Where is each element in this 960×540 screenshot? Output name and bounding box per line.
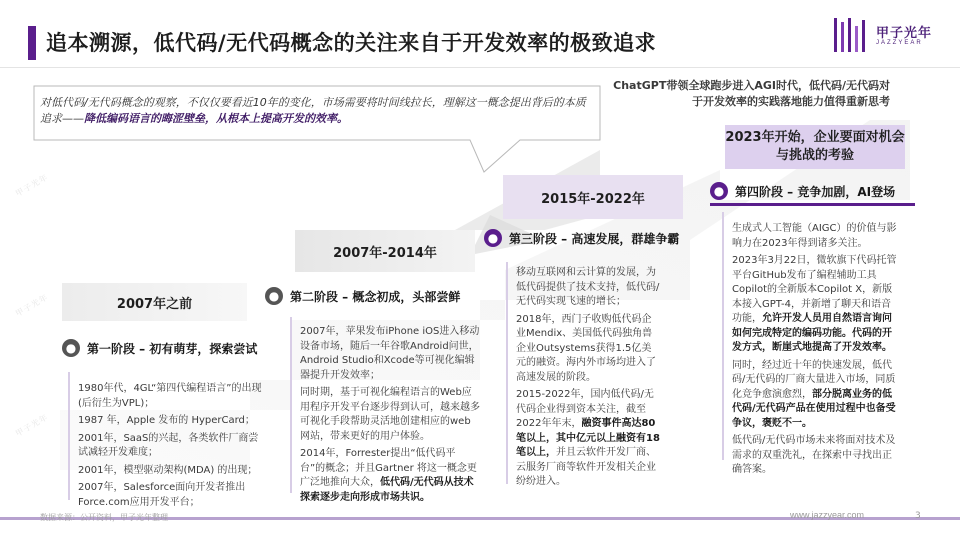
callout-emphasis: 降低编码语言的晦涩壁垒，从根本上提高开发的效率。 [84,112,348,125]
stage-title-4: 第四阶段 – 竞争加剧，AI登场 [735,184,896,199]
header-divider [0,67,960,68]
detail-item: 同时期，基于可视化编程语言的Web应用程序开发平台逐步得到认可，越来越多可视化手段帮助灵活地创建相应的web网站，带来更好的用户体验。 [300,387,480,442]
detail-text: 2023年3月22日，微软旗下代码托管平台GitHub发布了编程辅助工具Copilot的全新版本Copilot X，新版本接入GPT-4，并新增了聊天和语音功能， [732,255,897,324]
stage-connector [722,212,724,460]
detail-text: 并且云软件开发厂商、云服务厂商等软件开发相关企业纷纷进入。 [516,447,656,487]
chatgpt-note: ChatGPT带领全球跑步进入AGI时代，低代码/无代码对于开发效率的实践落地能力值得重新思考 [613,79,890,108]
data-source: 数据来源：公开资料，甲子光年整理 [40,513,168,522]
stage-4-details [732,222,897,481]
detail-item: 2001年，模型驱动架构(MDA) 的出现； [78,464,258,476]
stage-3-details [516,266,661,493]
detail-item [300,447,480,505]
detail-text: 2014年，Forrester提出“低代码平台”的概念；并且Gartner 将这一概念更广泛地推向大众， [300,448,477,488]
detail-item: 2001年，SaaS的兴起，各类软件厂商尝试减轻开发难度； [78,432,259,458]
intro-callout [40,95,588,135]
detail-item: 2007年，Salesforce面向开发者推出Force.com应用开发平台； [78,482,246,508]
stage-connector [290,317,292,493]
globe-person-icon: ● [710,182,728,200]
logo-cn-text: 甲子光年 [876,26,933,41]
era-label-3: 2015年-2022年 [503,175,683,219]
detail-item: 2007年，苹果发布iPhone iOS进入移动设备市场，随后一年谷歌Android问世，Android Studio和Xcode等可视化编辑器提升开发效率； [300,326,480,381]
page-number: 3 [915,511,921,521]
detail-item: 1987 年，Apple 发布的 HyperCard； [78,415,255,426]
era-label-4: 2023年开始，企业要面对机会与挑战的考验 [725,125,905,169]
detail-item [516,388,661,490]
stage-title-2: 第二阶段 – 概念初成，头部尝鲜 [290,289,461,304]
stage-heading-4 [710,182,895,200]
logo-en-text: JAZZYEAR [876,40,923,46]
stage-title-3: 第三阶段 – 高速发展，群雄争霸 [509,231,680,246]
stage-2-details [300,325,480,508]
detail-emphasis: 部分脱离业务的低代码/无代码产品在使用过程中也备受争议，褒贬不一。 [732,388,896,429]
detail-item: 2018年，西门子收购低代码企业Mendix、美国低代码独角兽企业Outsystems获得1.5亿美元的融资。海内外市场均进入了高速发展的阶段。 [516,313,656,383]
detail-emphasis: 允许开发人员用自然语言询问如何完成特定的编码功能。代码的开发方式，断崖式地提高了开发效率。 [732,313,892,353]
page-title: 追本溯源，低代码/无代码概念的关注来自于开发效率的极致追求 [46,31,657,55]
detail-item: 低代码/无代码市场未来将面对技术及需求的双重洗礼，在探索中寻找出正确答案。 [732,435,896,475]
detail-emphasis: 融资事件高达80笔以上，其中亿元以上融资有18笔以上， [516,418,660,458]
stage-heading-1 [62,339,257,357]
stage-heading-3 [484,229,679,247]
stage-1-details [78,382,268,513]
globe-person-icon: ● [265,287,283,305]
detail-item: 生成式人工智能（AIGC）的价值与影响力在2023年得到诸多关注。 [732,223,897,249]
detail-item: 移动互联网和云计算的发展，为低代码提供了技术支持，低代码/无代码实现飞速的增长； [516,267,660,307]
title-accent-bar [28,26,36,60]
detail-text: 同时，经过近十年的快速发展，低代码/无代码的厂商大量进入市场，同质化竞争愈演愈烈， [732,359,896,400]
detail-item [732,254,897,356]
era-label-1: 2007年之前 [62,283,247,321]
stage-connector [506,262,508,484]
globe-person-icon: ● [62,339,80,357]
stage-connector [68,372,70,500]
stage-title-1: 第一阶段 – 初有萌芽，探索尝试 [87,341,258,356]
footer-url[interactable]: www.jazzyear.com [790,510,865,520]
globe-person-icon: ● [484,229,502,247]
detail-item: 1980年代，4GL“第四代编程语言”的出现(后衍生为VPL)； [78,383,262,409]
watermark: 甲子光年 [14,292,50,319]
callout-text: 对低代码/无代码概念的观察，不仅仅要看近10年的变化，市场需要将时间线拉长，理解这一概念提出背后的本质追求—— [40,96,586,125]
watermark: 甲子光年 [14,412,50,439]
stage-heading-2 [265,287,460,305]
detail-text: 2015-2022年，国内低代码/无代码企业得到资本关注，截至2022年年末， [516,389,654,429]
era-label-2: 2007年-2014年 [295,230,475,272]
watermark: 甲子光年 [14,172,50,199]
detail-emphasis: 低代码/无代码从技术探索逐步走向形成市场共识。 [300,477,474,503]
detail-item [732,359,897,432]
